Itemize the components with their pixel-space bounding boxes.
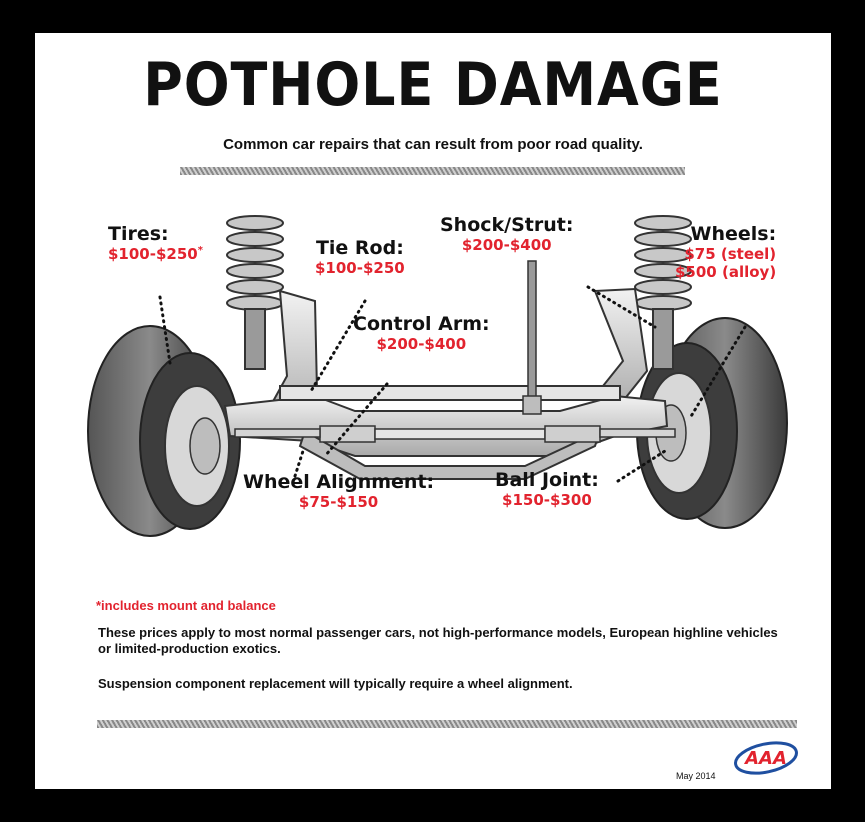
label-shock-strut xyxy=(440,214,573,254)
page-title: POTHOLE DAMAGE xyxy=(143,50,723,120)
infographic-card xyxy=(35,33,831,789)
label-control-arm-price: $200-$400 xyxy=(376,335,467,353)
label-tie-rod-name: Tie Rod: xyxy=(315,237,404,259)
label-wheel-alignment-price: $75-$150 xyxy=(298,493,379,511)
label-wheels-name: Wheels: xyxy=(690,223,777,245)
label-shock-strut-price: $200-$400 xyxy=(461,236,552,254)
label-ball-joint-name: Ball Joint: xyxy=(495,469,599,491)
label-ball-joint xyxy=(495,469,599,509)
left-tire xyxy=(88,326,240,536)
label-tires-name: Tires: xyxy=(108,223,169,245)
label-wheel-alignment xyxy=(243,471,434,511)
date-label: May 2014 xyxy=(676,771,716,781)
footnote: *includes mount and balance xyxy=(96,598,276,613)
label-shock-strut-name: Shock/Strut: xyxy=(440,214,574,236)
label-wheels xyxy=(675,223,776,281)
label-wheels-price-alloy: $500 (alloy) xyxy=(675,263,777,281)
label-wheels-price-steel: $75 (steel) xyxy=(684,245,777,263)
page-subtitle: Common car repairs that can result from poor road quality. xyxy=(223,136,643,153)
aaa-logo-text: AAA xyxy=(745,748,787,769)
bottom-divider xyxy=(97,720,797,728)
label-tie-rod-price: $100-$250 xyxy=(315,259,405,277)
left-coil-spring xyxy=(227,216,283,369)
label-tie-rod xyxy=(315,237,405,277)
top-divider xyxy=(180,167,685,175)
label-control-arm-name: Control Arm: xyxy=(353,313,490,335)
label-tires xyxy=(108,223,203,263)
aaa-logo-icon xyxy=(733,741,799,775)
label-control-arm xyxy=(353,313,490,353)
label-ball-joint-price: $150-$300 xyxy=(502,491,592,509)
note-alignment: Suspension component replacement will typically require a wheel alignment. xyxy=(98,676,573,691)
label-tires-price: $100-$250* xyxy=(108,245,203,263)
asterisk-mark: * xyxy=(197,245,203,256)
note-prices: These prices apply to most normal passenger cars, not high-performance models, European highline vehicles or limited-production exotics. xyxy=(98,625,778,656)
label-wheel-alignment-name: Wheel Alignment: xyxy=(243,471,435,493)
